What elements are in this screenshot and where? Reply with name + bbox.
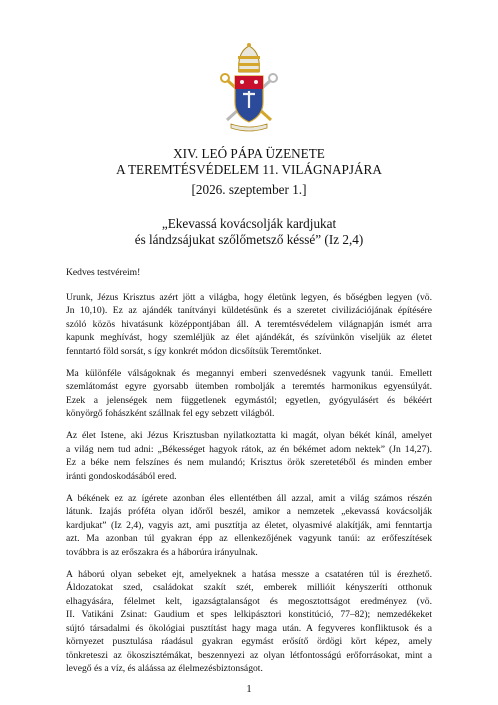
text-line: Áldozatokat szed, családokat szakít szét, emberek millióit kényszeríti otthonuk xyxy=(66,582,432,593)
paragraph xyxy=(66,568,432,676)
text-line: Ezek a jelenségek nem függetlenek egymástól; egyetlen, gyógyulásért és békéért xyxy=(66,394,432,406)
text-line: a világ nem tud adni: „Békességet hagyok rátok, az én békémet adom nektek” (Jn 14,27). xyxy=(66,443,432,455)
papal-coat-of-arms-icon xyxy=(217,42,281,134)
paragraph xyxy=(66,492,432,560)
text-line: fenntartó föld sorsát, s így konkrét módon dicsőítsük Teremtőnket. xyxy=(66,345,322,357)
text-line: Ma különféle válságoknak és megannyi emberi szenvedésnek vagyunk tanúi. Emellett xyxy=(66,367,432,379)
page-number: 1 xyxy=(246,683,252,695)
text-line: kardjukat” (Iz 2,4), vagyis azt, ami pusztítja az életet, olyasmivé alakítják, ami fenntartja xyxy=(66,519,432,531)
text-line: A békének ez az ígérete azonban éles ellentétben áll azzal, amit a világ számos részén xyxy=(66,492,432,504)
text-line: szemlátomást egyre gyorsabb ütemben rombolják a teremtés harmonikus egyensúlyát. xyxy=(66,381,432,392)
text-line: Az élet Istene, aki Jézus Krisztusban nyilatkoztatta ki magát, olyan békét kínál, amelyet xyxy=(66,430,432,441)
text-line: levegő és a víz, és aláássa az élelmezésbiztonságot. xyxy=(66,663,263,674)
text-line: tönkreteszi az ökoszisztémákat, beszennyezi az olyan létfontosságú erőforrásokat, mint a xyxy=(66,649,432,661)
text-line: II. Vatikáni Zsinat: Gaudium et spes lelkipásztori konstitúció, 77–82); nemzedékeket xyxy=(66,609,432,620)
text-line: sújtó társadalmi és ökológiai pusztítást hagy maga után. A fegyveres konfliktusok és a xyxy=(66,622,432,634)
document-body xyxy=(66,266,432,684)
text-line: A háború olyan sebeket ejt, amelyeknek a hatása messze a csatatéren túl is érezhető. xyxy=(66,568,432,580)
text-line: Urunk, Jézus Krisztus azért jött a világba, hogy életünk legyen, és bőségben legyen (vö. xyxy=(66,291,432,303)
text-line: kapunk meghívást, hogy szemléljük az élet ajándékát, és szívünkön viseljük az életet xyxy=(66,332,432,343)
text-line: könyörgő fohászként szállnak fel egy sebzett világból. xyxy=(66,408,275,419)
paragraph xyxy=(66,291,432,359)
paragraph xyxy=(66,367,432,421)
paragraph xyxy=(66,429,432,483)
header-date: [2026. szeptember 1.] xyxy=(191,182,307,197)
text-line: látunk. Izajás próféta olyan időről beszél, amikor a nemzetek „ekevassá kovácsolják xyxy=(66,506,432,517)
text-line: elhagyására, félelmet kelt, igazságtalanságot és megosztottságot eredményez (vö. xyxy=(66,595,432,607)
header-title-line2: A TEREMTÉSVÉDELEM 11. VILÁGNAPJÁRA xyxy=(116,162,382,177)
header-title-line1: XIV. LEÓ PÁPA ÜZENETE xyxy=(173,146,325,161)
text-line: Jn 10,10). Ez az ajándék tanítványi küldetésünk és a szeretet civilizációjának építésére xyxy=(66,305,432,316)
text-line: szóló közös hivatásunk középpontjában áll. A teremtésvédelem világnapján ismét arra xyxy=(66,318,432,330)
greeting: Kedves testvéreim! xyxy=(66,267,141,278)
text-line: iránti gondoskodásából ered. xyxy=(66,470,177,482)
header-quote-line1: „Ekevassá kovácsolják kardjukat xyxy=(161,216,337,231)
text-line: továbbra is az erőszakra és a háborúra irányulnak. xyxy=(66,546,258,558)
text-line: azt. Ma azonban túl gyakran épp az ellenkezőjének vagyunk tanúi: az erőfeszítések xyxy=(66,533,432,544)
text-line: környezet pusztulása ráadásul gyakran egymást erősítő ördögi kört képez, amely xyxy=(66,636,432,647)
header-quote-line2: és lándzsájukat szőlőmetsző késsé” (Iz 2,4) xyxy=(134,232,364,247)
text-line: Ez a béke nem felszínes és nem mulandó; Krisztus örök szeretetéből és minden ember xyxy=(66,457,432,468)
